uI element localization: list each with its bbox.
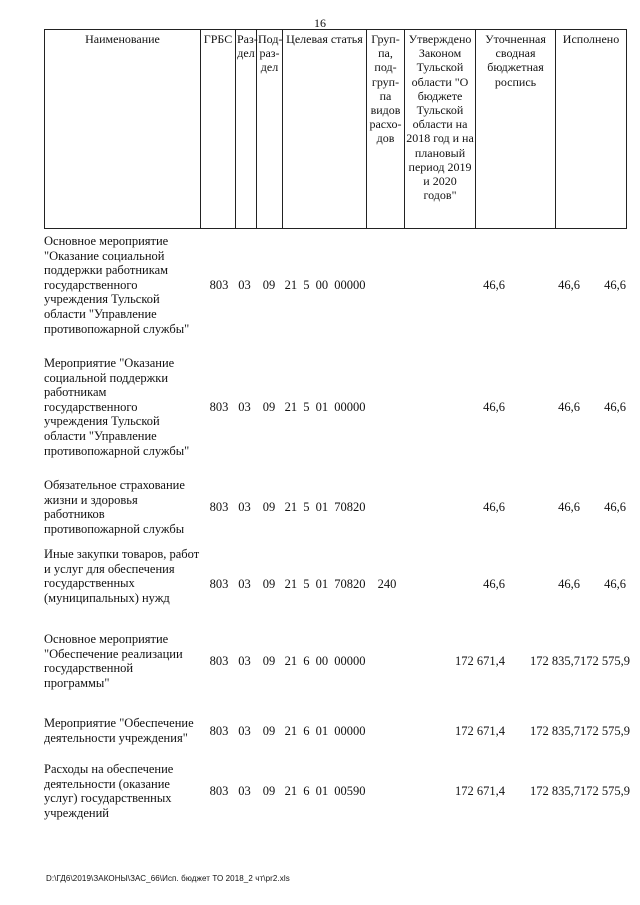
row-grbs: 803 [209, 724, 229, 738]
row-celevaya: 21 6 00 00000 [284, 654, 366, 668]
row-podrazdel: 09 [262, 278, 276, 292]
row-clarified: 172 835,7 [530, 784, 580, 798]
row-executed: 46,6 [604, 577, 626, 591]
row-name: Основное мероприятие "Обеспечение реализации государственной программы" [44, 632, 183, 690]
row-clarified: 46,6 [558, 577, 580, 591]
row-approved: 172 671,4 [455, 654, 505, 668]
row-razdel: 03 [238, 500, 251, 514]
row-gruppa: 240 [377, 577, 397, 591]
row-executed: 46,6 [604, 278, 626, 292]
row-podrazdel: 09 [262, 724, 276, 738]
row-clarified: 46,6 [558, 500, 580, 514]
row-clarified: 172 835,7 [530, 724, 580, 738]
row-name: Мероприятие "Оказание социальной поддержки работникам государственного учреждения Тульской области "Управление противопожарной службы" [44, 356, 190, 458]
table-row [44, 547, 626, 623]
row-approved: 46,6 [483, 500, 505, 514]
row-clarified: 46,6 [558, 400, 580, 414]
header-razdel: Раз-дел [236, 30, 257, 229]
table-row [44, 356, 626, 460]
row-podrazdel: 09 [262, 500, 276, 514]
header-gruppa: Груп-па, под-груп-па видов расхо-дов [367, 30, 405, 229]
table-header [44, 29, 627, 229]
row-grbs: 803 [209, 500, 229, 514]
row-grbs: 803 [209, 400, 229, 414]
row-celevaya: 21 5 01 70820 [284, 577, 366, 591]
row-grbs: 803 [209, 278, 229, 292]
table-row [44, 716, 630, 748]
header-name: Наименование [45, 30, 201, 229]
header-executed: Исполнено [556, 30, 627, 229]
page-number: 16 [314, 16, 326, 30]
table-row [44, 234, 626, 338]
row-celevaya: 21 6 01 00000 [284, 724, 366, 738]
row-clarified: 46,6 [558, 278, 580, 292]
row-name: Мероприятие "Обеспечение деятельности учреждения" [44, 716, 194, 745]
row-podrazdel: 09 [262, 784, 276, 798]
row-razdel: 03 [238, 654, 251, 668]
row-razdel: 03 [238, 724, 251, 738]
row-celevaya: 21 6 01 00590 [284, 784, 366, 798]
table-row [44, 762, 630, 822]
row-razdel: 03 [238, 278, 251, 292]
row-approved: 46,6 [483, 577, 505, 591]
table-row [44, 478, 626, 538]
table-row [44, 632, 630, 692]
row-name: Иные закупки товаров, работ и услуг для обеспечения государственных (муниципальных) нужд [44, 547, 200, 605]
row-celevaya: 21 5 01 00000 [284, 400, 366, 414]
header-clarified: Уточненная сводная бюджетная роспись [476, 30, 556, 229]
file-path-footer: D:\ГД6\2019\ЗАКОНЫ\ЗАС_66\Исп. бюджет ТО 2018_2 чт\pr2.xls [46, 874, 290, 883]
row-approved: 172 671,4 [455, 724, 505, 738]
row-executed: 46,6 [604, 400, 626, 414]
row-razdel: 03 [238, 784, 251, 798]
header-grbs: ГРБС [201, 30, 236, 229]
row-name: Основное мероприятие "Оказание социальной поддержки работникам государственного учреждения Тульской области "Управление противопожарной службы" [44, 234, 190, 336]
row-razdel: 03 [238, 400, 251, 414]
row-approved: 46,6 [483, 278, 505, 292]
row-grbs: 803 [209, 784, 229, 798]
row-approved: 46,6 [483, 400, 505, 414]
row-name: Обязательное страхование жизни и здоровья работников противопожарной службы [44, 478, 185, 536]
row-executed: 46,6 [604, 500, 626, 514]
row-clarified: 172 835,7 [530, 654, 580, 668]
row-name: Расходы на обеспечение деятельности (оказание услуг) государственных учреждений [44, 762, 174, 820]
header-approved: Утверждено Законом Тульской области "О бюджете Тульской области на 2018 год и на плановый период 2019 и 2020 годов" [405, 30, 476, 229]
row-grbs: 803 [209, 654, 229, 668]
row-podrazdel: 09 [262, 400, 276, 414]
row-executed: 172 575,9 [580, 784, 630, 798]
row-podrazdel: 09 [262, 654, 276, 668]
row-celevaya: 21 5 01 70820 [284, 500, 366, 514]
row-celevaya: 21 5 00 00000 [284, 278, 366, 292]
row-executed: 172 575,9 [580, 724, 630, 738]
row-executed: 172 575,9 [580, 654, 630, 668]
row-razdel: 03 [238, 577, 251, 591]
row-approved: 172 671,4 [455, 784, 505, 798]
row-podrazdel: 09 [262, 577, 276, 591]
header-podrazdel: Под-раз-дел [257, 30, 283, 229]
header-celevaya: Целевая статья [283, 30, 367, 229]
row-grbs: 803 [209, 577, 229, 591]
